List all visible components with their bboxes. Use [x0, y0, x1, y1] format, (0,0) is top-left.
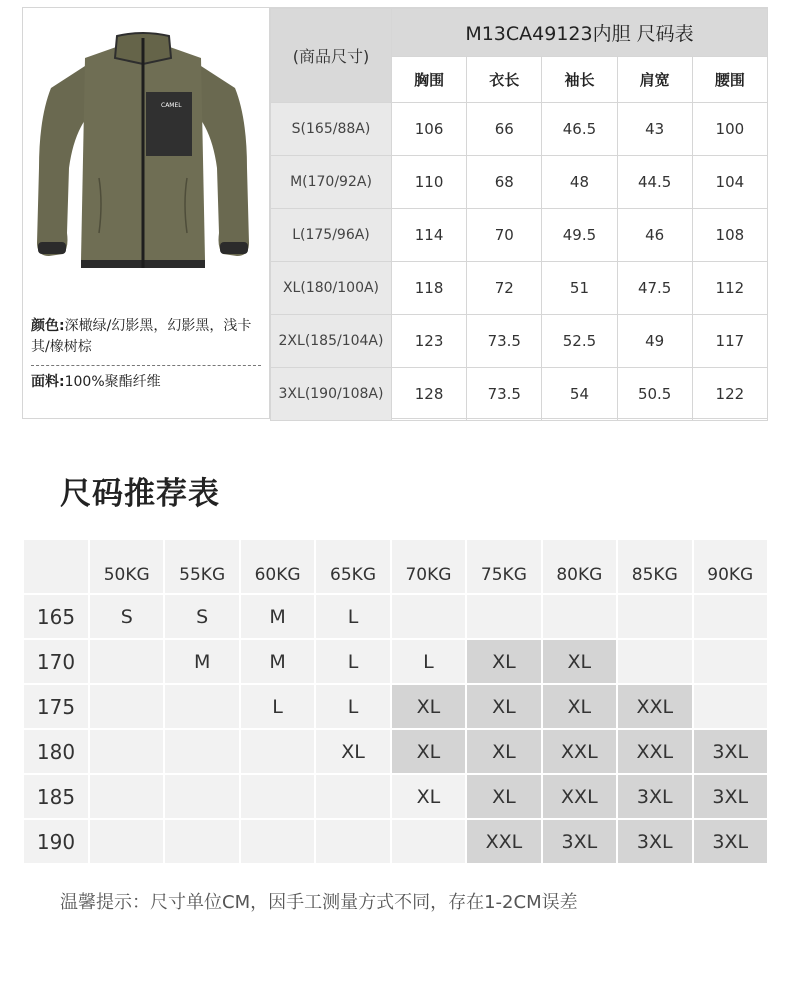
size-chart-body [271, 103, 768, 421]
weight-header: 55KG [165, 540, 238, 593]
recommended-size [90, 640, 163, 683]
color-info [31, 316, 267, 358]
product-panel [23, 8, 270, 418]
recommended-size [316, 775, 389, 818]
weight-header: 65KG [316, 540, 389, 593]
recommended-size: L [316, 640, 389, 683]
recommended-size [241, 730, 314, 773]
measure-header: 衣长 [467, 57, 542, 103]
measurement-value: 100 [692, 103, 767, 156]
measure-header: 腰围 [692, 57, 767, 103]
color-value: 深橄绿/幻影黑，幻影黑，浅卡其/橡树棕 [31, 318, 252, 355]
recommended-size [618, 595, 691, 638]
measurement-value: 72 [467, 262, 542, 315]
recommended-size [392, 595, 465, 638]
measurement-value: 66 [467, 103, 542, 156]
height-label: 170 [24, 640, 88, 683]
measurement-value: 128 [392, 368, 467, 421]
height-label: 180 [24, 730, 88, 773]
size-label: L(175/96A) [271, 209, 392, 262]
height-row [24, 730, 767, 773]
size-chart-table [270, 8, 768, 421]
height-label: 185 [24, 775, 88, 818]
measurement-value: 49 [617, 315, 692, 368]
measurement-value: 51 [542, 262, 617, 315]
recommended-size: 3XL [694, 775, 768, 818]
height-label: 190 [24, 820, 88, 863]
size-row [271, 368, 768, 421]
measurement-value: 68 [467, 156, 542, 209]
measurement-value: 122 [692, 368, 767, 421]
size-label: XL(180/100A) [271, 262, 392, 315]
measurement-value: 46.5 [542, 103, 617, 156]
measurement-value: 108 [692, 209, 767, 262]
recommended-size: XXL [543, 775, 616, 818]
jacket-image [33, 28, 253, 273]
recommended-size [165, 775, 238, 818]
recommended-size: M [241, 595, 314, 638]
recommended-size [165, 730, 238, 773]
recommended-size: XL [392, 775, 465, 818]
recommended-size: 3XL [618, 820, 691, 863]
recommended-size: XL [543, 640, 616, 683]
recommended-size [694, 640, 768, 683]
size-label: 3XL(190/108A) [271, 368, 392, 421]
recommended-size [165, 820, 238, 863]
color-label: 颜色: [31, 318, 65, 334]
recommended-size [90, 685, 163, 728]
measure-header: 袖长 [542, 57, 617, 103]
measurement-tip: 温馨提示：尺寸单位CM，因手工测量方式不同，存在1-2CM误差 [60, 892, 578, 913]
size-column-header: (商品尺寸) [271, 9, 392, 103]
logo-text: CAMEL [161, 102, 182, 109]
recommendation-title: 尺码推荐表 [60, 476, 220, 512]
weight-header-row [24, 540, 767, 593]
size-label: M(170/92A) [271, 156, 392, 209]
measurement-value: 73.5 [467, 368, 542, 421]
weight-header: 75KG [467, 540, 540, 593]
measurement-value: 114 [392, 209, 467, 262]
height-row [24, 640, 767, 683]
height-label: 165 [24, 595, 88, 638]
height-row [24, 595, 767, 638]
measurement-value: 112 [692, 262, 767, 315]
recommended-size: S [90, 595, 163, 638]
measurement-value: 54 [542, 368, 617, 421]
recommended-size: M [165, 640, 238, 683]
recommended-size: XL [467, 775, 540, 818]
recommended-size [694, 595, 768, 638]
recommended-size: XXL [618, 685, 691, 728]
recommended-size [316, 820, 389, 863]
recommended-size: S [165, 595, 238, 638]
recommended-size [392, 820, 465, 863]
recommended-size: XL [392, 685, 465, 728]
weight-header: 60KG [241, 540, 314, 593]
recommended-size [90, 775, 163, 818]
weight-header: 85KG [618, 540, 691, 593]
recommended-size: XL [316, 730, 389, 773]
measurement-value: 52.5 [542, 315, 617, 368]
recommended-size: XL [467, 730, 540, 773]
measurement-value: 44.5 [617, 156, 692, 209]
measurement-value: 110 [392, 156, 467, 209]
recommended-size: 3XL [618, 775, 691, 818]
recommended-size [241, 820, 314, 863]
recommended-size: L [316, 685, 389, 728]
recommended-size: L [241, 685, 314, 728]
height-row [24, 685, 767, 728]
height-row [24, 820, 767, 863]
size-recommendation-table [22, 538, 769, 865]
size-row [271, 156, 768, 209]
size-row [271, 103, 768, 156]
recommended-size [543, 595, 616, 638]
recommended-size [618, 640, 691, 683]
recommended-size: M [241, 640, 314, 683]
recommendation-body [24, 540, 767, 863]
measurement-value: 106 [392, 103, 467, 156]
recommended-size: XL [467, 685, 540, 728]
recommended-size [241, 775, 314, 818]
recommended-size [90, 730, 163, 773]
measurement-value: 47.5 [617, 262, 692, 315]
recommended-size [165, 685, 238, 728]
measurement-value: 70 [467, 209, 542, 262]
recommended-size: 3XL [694, 820, 768, 863]
corner-cell [24, 540, 88, 593]
recommended-size [467, 595, 540, 638]
measure-header: 胸围 [392, 57, 467, 103]
recommended-size: XL [543, 685, 616, 728]
measurement-value: 50.5 [617, 368, 692, 421]
recommended-size [90, 820, 163, 863]
recommended-size: 3XL [694, 730, 768, 773]
size-row [271, 262, 768, 315]
size-row [271, 209, 768, 262]
recommended-size: XXL [618, 730, 691, 773]
dashed-divider [31, 365, 261, 366]
recommended-size: XXL [467, 820, 540, 863]
height-label: 175 [24, 685, 88, 728]
recommended-size: 3XL [543, 820, 616, 863]
measurement-value: 118 [392, 262, 467, 315]
size-label: S(165/88A) [271, 103, 392, 156]
measurement-value: 73.5 [467, 315, 542, 368]
measurement-value: 48 [542, 156, 617, 209]
size-row [271, 315, 768, 368]
size-chart-title: M13CA49123内胆 尺码表 [392, 9, 768, 57]
recommended-size: XL [392, 730, 465, 773]
recommended-size: XXL [543, 730, 616, 773]
recommended-size: L [392, 640, 465, 683]
measurement-value: 123 [392, 315, 467, 368]
weight-header: 80KG [543, 540, 616, 593]
height-row [24, 775, 767, 818]
fabric-value: 100%聚酯纤维 [64, 374, 161, 390]
fabric-info [31, 372, 267, 393]
measurement-value: 46 [617, 209, 692, 262]
weight-header: 90KG [694, 540, 768, 593]
measurement-value: 104 [692, 156, 767, 209]
weight-header: 70KG [392, 540, 465, 593]
measurement-value: 117 [692, 315, 767, 368]
recommended-size: L [316, 595, 389, 638]
measurement-value: 43 [617, 103, 692, 156]
size-label: 2XL(185/104A) [271, 315, 392, 368]
fabric-label: 面料: [31, 374, 65, 390]
weight-header: 50KG [90, 540, 163, 593]
recommended-size: XL [467, 640, 540, 683]
measurement-value: 49.5 [542, 209, 617, 262]
measure-header: 肩宽 [617, 57, 692, 103]
size-spec-block [22, 7, 768, 419]
recommended-size [694, 685, 768, 728]
